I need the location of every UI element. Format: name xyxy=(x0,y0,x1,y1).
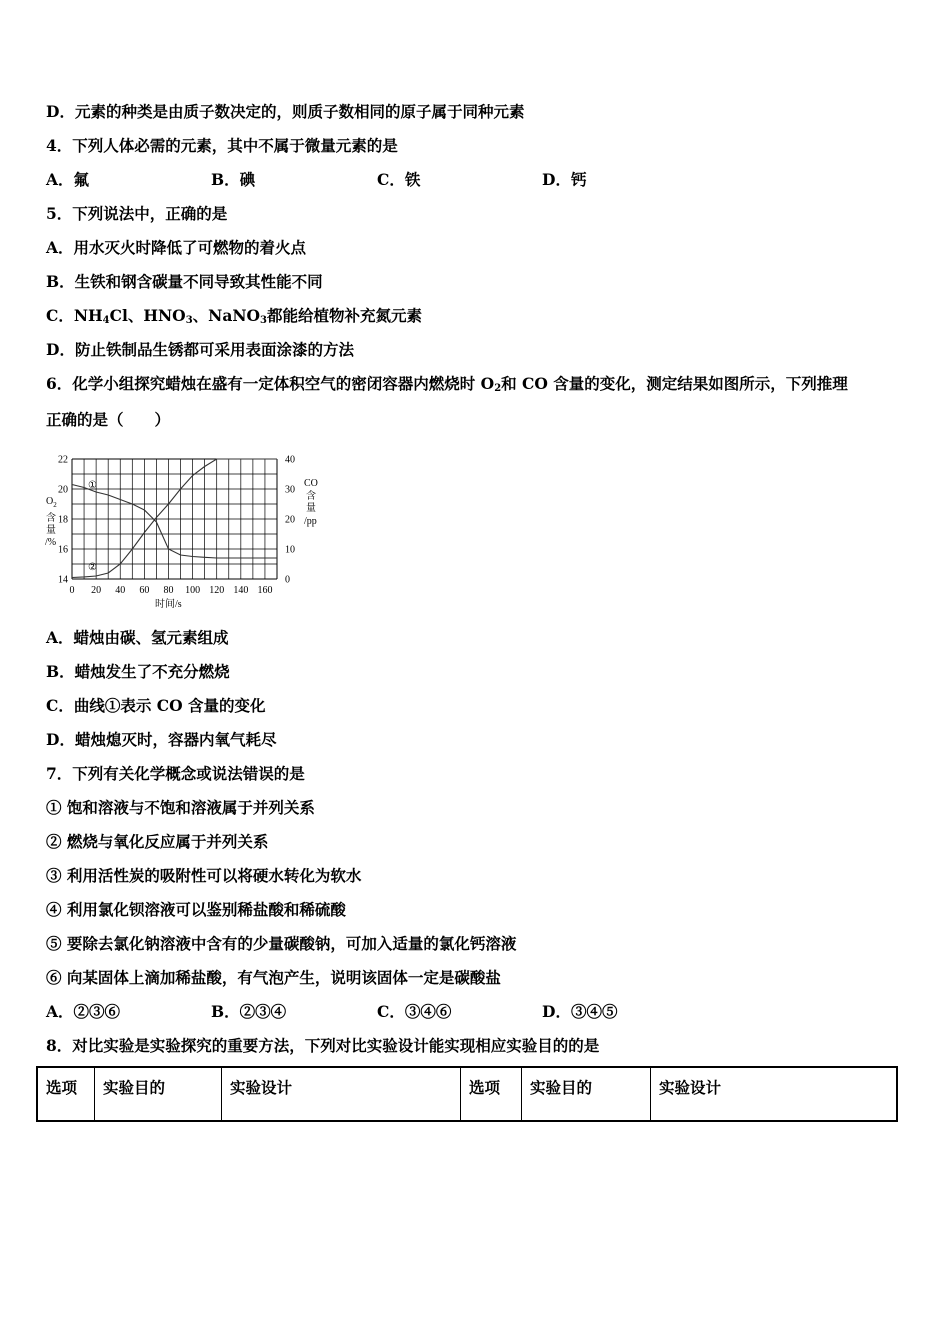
q6-option-b: B．蜡烛发生了不充分燃烧 xyxy=(46,662,230,681)
q7-option-a: A．②③⑥ xyxy=(46,1002,121,1021)
series-line-2 xyxy=(72,459,277,578)
right-axis-label-4: /pp xyxy=(304,516,317,527)
q6-stem: 6．化学小组探究蜡烛在盛有一定体积空气的密闭容器内燃烧时 $O_2$和 CO 含量的变化，测定结果如图所示，下列推理 xyxy=(46,374,848,394)
q5-option-c: C．$NH_4Cl$、$HNO_3$、NaNO$_3$都能给植物补充氮元素 xyxy=(46,306,423,326)
y-left-tick: 22 xyxy=(58,454,68,466)
y-left-tick: 14 xyxy=(58,574,68,586)
q4-stem: 4．下列人体必需的元素，其中不属于微量元素的是 xyxy=(46,136,398,155)
y-right-tick: 10 xyxy=(285,544,295,556)
y-left-tick: 20 xyxy=(58,484,68,496)
q5-option-b: B．生铁和钢含碳量不同导致其性能不同 xyxy=(46,272,323,291)
y-left-tick: 18 xyxy=(58,514,68,526)
chart-ticks xyxy=(58,455,295,597)
q5-option-d: D．防止铁制品生锈都可采用表面涂漆的方法 xyxy=(46,340,354,359)
q4-option-b: B．碘 xyxy=(211,170,256,189)
header-design-2: 实验设计 xyxy=(651,1067,898,1121)
header-option-1: 选项 xyxy=(37,1067,95,1121)
q8-stem: 8．对比实验是实验探究的重要方法，下列对比实验设计能实现相应实验目的的是 xyxy=(46,1036,600,1055)
q7-option-c: C．③④⑥ xyxy=(377,1002,452,1021)
header-design-1: 实验设计 xyxy=(222,1067,461,1121)
q7-item-2: ② 燃烧与氧化反应属于并列关系 xyxy=(46,832,269,851)
curve-label-2: ② xyxy=(88,562,97,573)
q3-option-d: D．元素的种类是由质子数决定的，则质子数相同的原子属于同种元素 xyxy=(46,102,525,121)
q7-item-4: ④ 利用氯化钡溶液可以鉴别稀盐酸和稀硫酸 xyxy=(46,900,346,919)
q6-option-a: A．蜡烛由碳、氢元素组成 xyxy=(46,628,229,647)
x-tick: 80 xyxy=(163,585,174,596)
curve-label-1: ① xyxy=(88,480,97,491)
x-tick: 100 xyxy=(185,585,201,596)
right-axis-label-2: 含 xyxy=(306,491,316,502)
q7-stem: 7．下列有关化学概念或说法错误的是 xyxy=(46,764,305,783)
x-tick: 20 xyxy=(91,585,102,596)
experiment-table xyxy=(36,1066,898,1122)
x-axis-label: 时间/s xyxy=(155,599,182,610)
x-tick: 140 xyxy=(233,585,249,596)
x-tick: 120 xyxy=(209,585,225,596)
q4-option-d: D．钙 xyxy=(542,170,587,189)
y-right-tick: 40 xyxy=(285,454,295,466)
q4-option-a: A．氟 xyxy=(46,170,90,189)
left-axis-label-4: /% xyxy=(45,537,57,548)
y-right-tick: 0 xyxy=(285,574,290,586)
q7-option-b: B．②③④ xyxy=(211,1002,287,1021)
x-tick: 160 xyxy=(257,585,273,596)
header-option-2: 选项 xyxy=(461,1067,522,1121)
header-purpose-1: 实验目的 xyxy=(95,1067,222,1121)
left-axis-label-2: 含 xyxy=(46,513,56,524)
q6-option-d: D．蜡烛熄灭时，容器内氧气耗尽 xyxy=(46,730,277,749)
y-right-tick: 30 xyxy=(285,484,295,496)
o2-co-chart xyxy=(40,444,330,614)
y-right-tick: 20 xyxy=(285,514,295,526)
q5-stem: 5．下列说法中，正确的是 xyxy=(46,204,228,223)
q4-option-c: C．铁 xyxy=(377,170,421,189)
y-left-tick: 16 xyxy=(58,544,68,556)
q7-option-d: D．③④⑤ xyxy=(542,1002,618,1021)
x-tick: 40 xyxy=(115,585,126,596)
right-axis-label-3: 量 xyxy=(306,503,316,514)
header-purpose-2: 实验目的 xyxy=(522,1067,651,1121)
right-axis-label-1: CO xyxy=(304,478,318,489)
chart-grid xyxy=(72,459,277,579)
q6-option-c: C．曲线①表示 CO 含量的变化 xyxy=(46,696,266,715)
q7-item-1: ① 饱和溶液与不饱和溶液属于并列关系 xyxy=(46,798,315,817)
q7-item-5: ⑤ 要除去氯化钠溶液中含有的少量碳酸钠，可加入适量的氯化钙溶液 xyxy=(46,934,517,953)
q6-stem-line2: 正确的是（ ） xyxy=(46,410,171,429)
left-axis-label-o: $O_2$ xyxy=(46,496,57,509)
x-tick: 0 xyxy=(69,585,75,596)
q7-item-3: ③ 利用活性炭的吸附性可以将硬水转化为软水 xyxy=(46,866,362,885)
series-line-1 xyxy=(72,485,277,559)
q7-item-6: ⑥ 向某固体上滴加稀盐酸，有气泡产生，说明该固体一定是碳酸盐 xyxy=(46,968,501,987)
q5-option-a: A．用水灭火时降低了可燃物的着火点 xyxy=(46,238,307,257)
x-tick: 60 xyxy=(139,585,150,596)
chart-curves xyxy=(72,459,277,578)
table-header-row xyxy=(37,1067,897,1121)
left-axis-label-3: 量 xyxy=(46,525,56,536)
